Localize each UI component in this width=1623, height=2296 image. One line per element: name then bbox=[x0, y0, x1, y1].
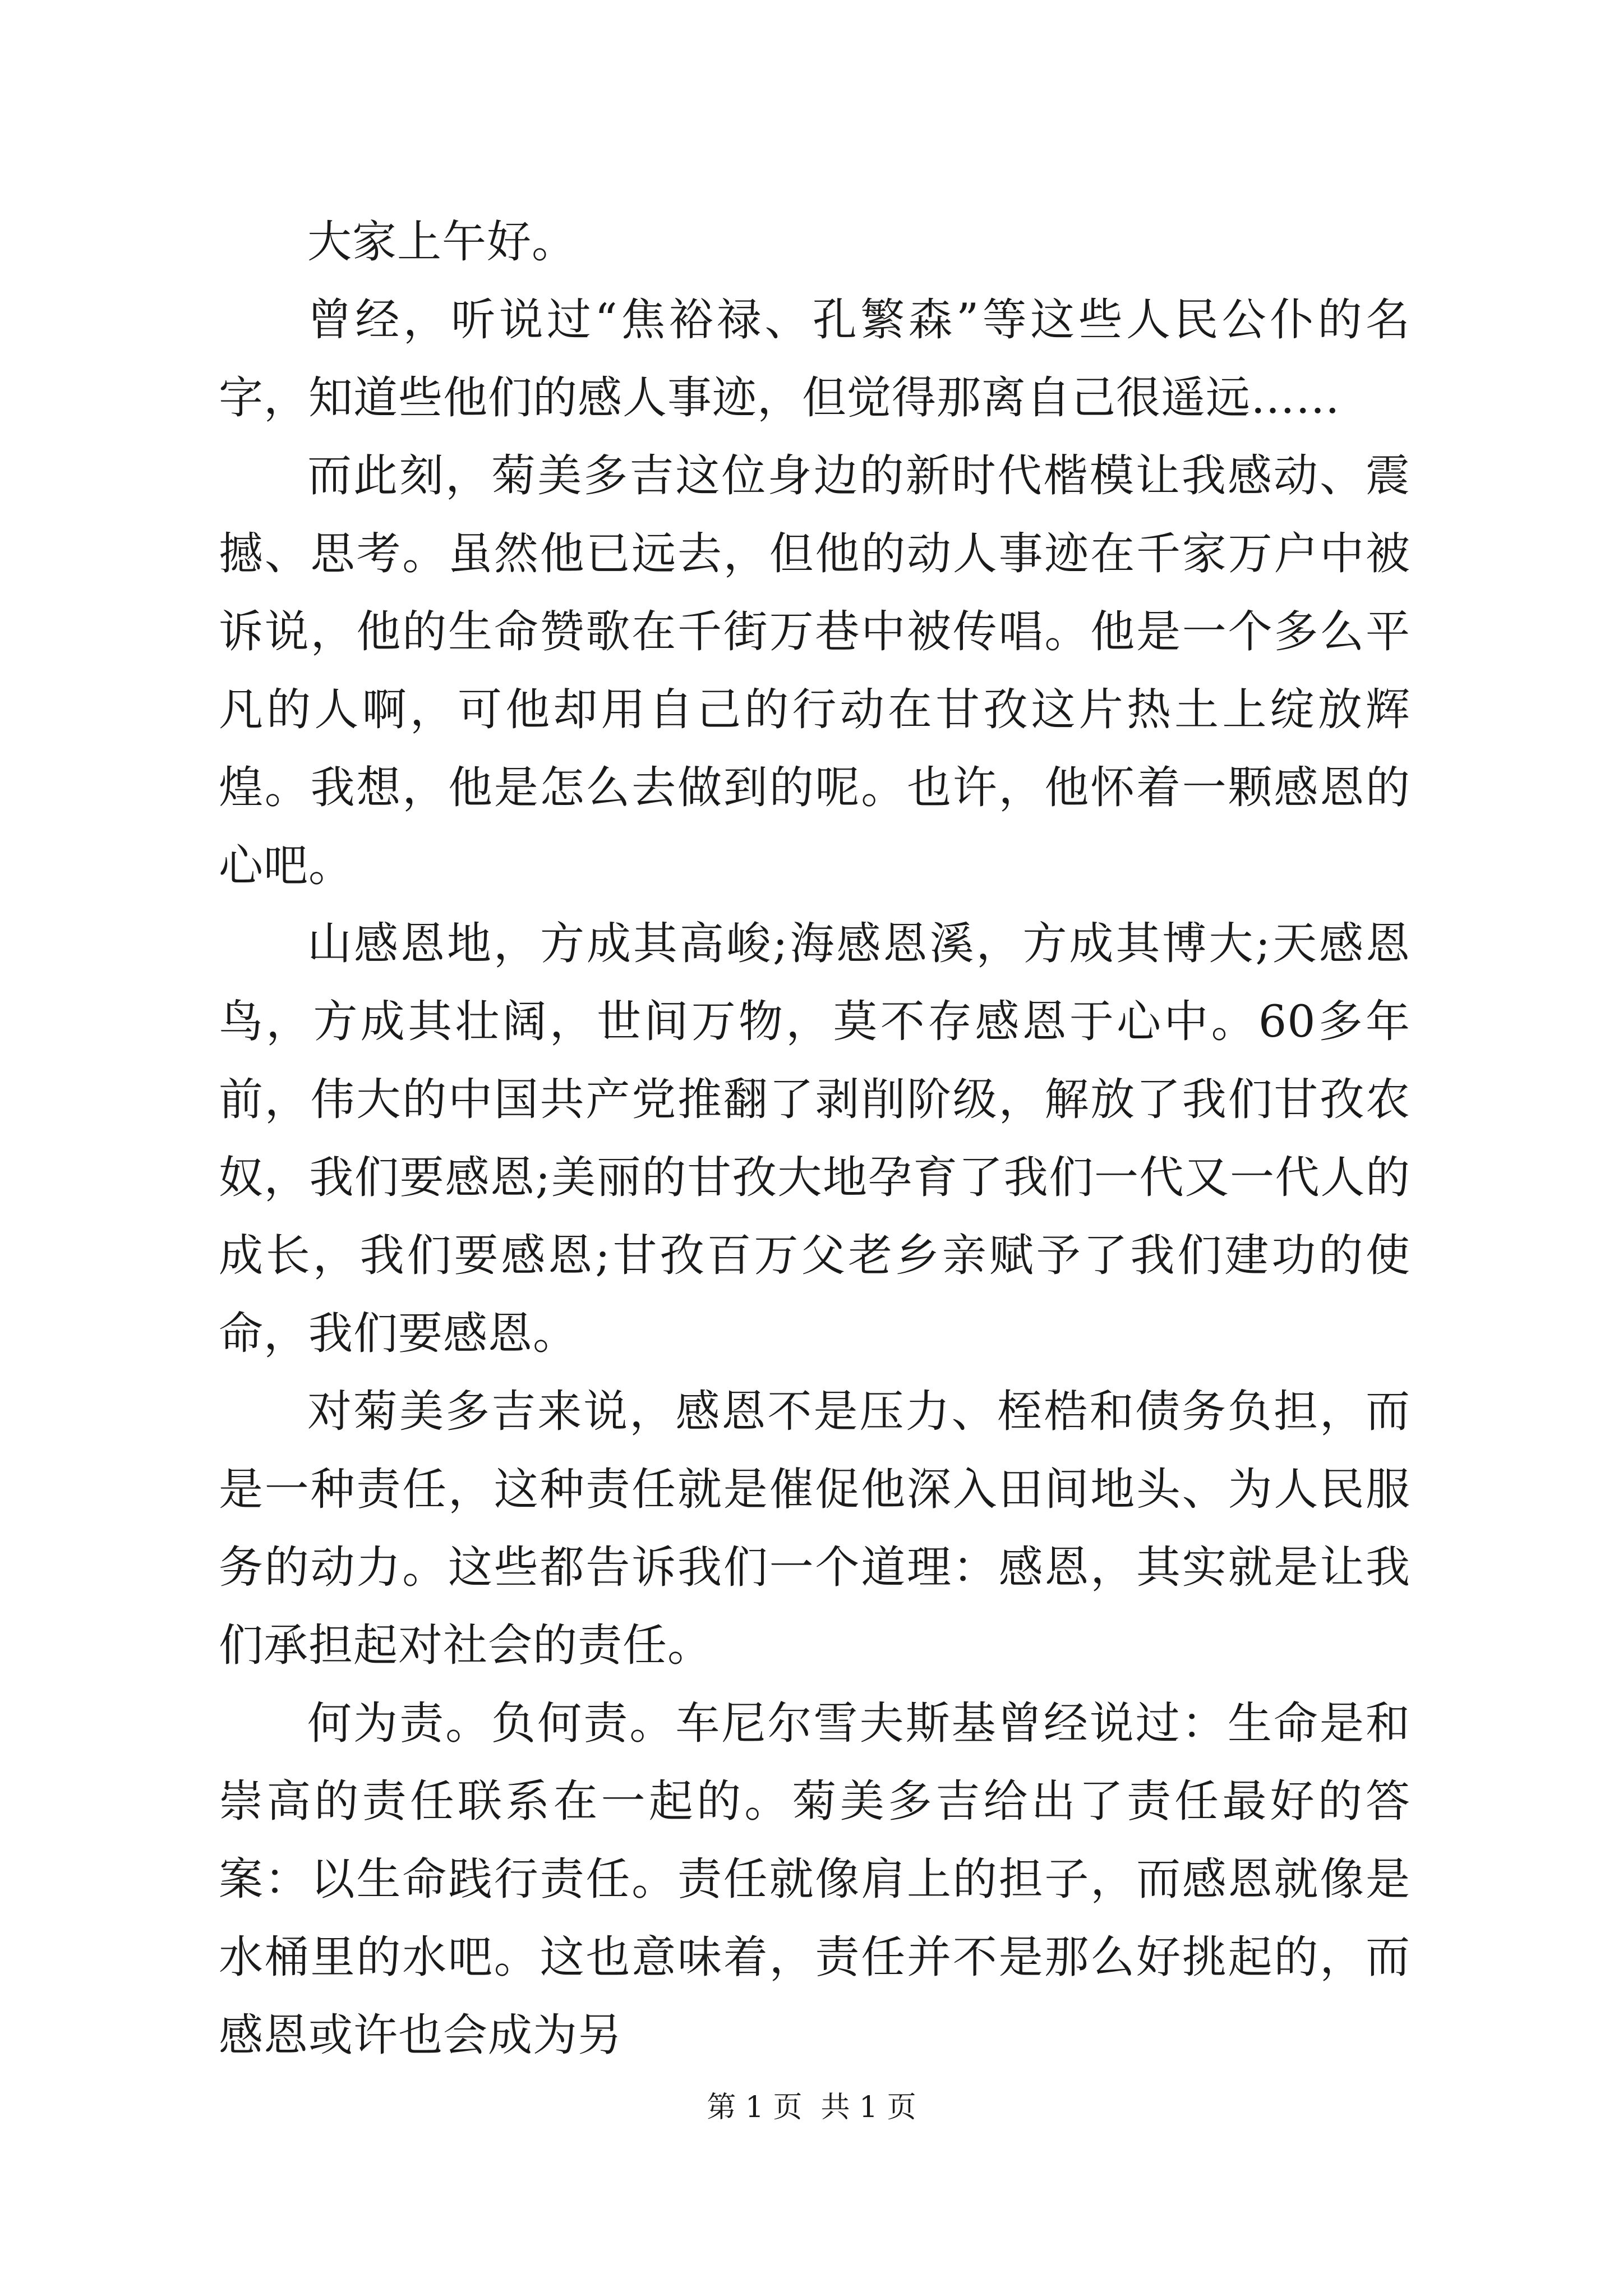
paragraph: 对菊美多吉来说，感恩不是压力、桎梏和债务负担，而是一种责任，这种责任就是催促他深入田间地头、为人民服务的动力。这些都告诉我们一个道理：感恩，其实就是让我们承担起对社会的责任。 bbox=[219, 1386, 1410, 1671]
page-footer: 第 1 页 共 1 页 bbox=[707, 2091, 916, 2124]
paragraph: 曾经，听说过“焦裕禄、孔繁森”等这些人民公仆的名字，知道些他们的感人事迹，但觉得那离自己很遥远…… bbox=[219, 294, 1410, 424]
paragraph: 大家上午好。 bbox=[307, 216, 577, 268]
paragraph: 何为责。负何责。车尼尔雪夫斯基曾经说过：生命是和崇高的责任联系在一起的。菊美多吉给出了责任最好的答案：以生命践行责任。责任就像肩上的担子，而感恩就像是水桶里的水吧。这也意味着，责任并不是那么好挑起的，而感恩或许也会成为另 bbox=[219, 1697, 1410, 2061]
document-body bbox=[219, 203, 1410, 2074]
paragraph: 而此刻，菊美多吉这位身边的新时代楷模让我感动、震撼、思考。虽然他已远去，但他的动人事迹在千家万户中被诉说，他的生命赞歌在千街万巷中被传唱。他是一个多么平凡的人啊，可他却用自己的行动在甘孜这片热土上绽放辉煌。我想，他是怎么去做到的呢。也许，他怀着一颗感恩的心吧。 bbox=[219, 450, 1410, 891]
paragraph: 山感恩地，方成其高峻;海感恩溪，方成其博大;天感恩鸟，方成其壮阔，世间万物，莫不存感恩于心中。60多年前，伟大的中国共产党推翻了剥削阶级，解放了我们甘孜农奴，我们要感恩;美丽的甘孜大地孕育了我们一代又一代人的成长，我们要感恩;甘孜百万父老乡亲赋予了我们建功的使命，我们要感恩。 bbox=[219, 918, 1410, 1359]
